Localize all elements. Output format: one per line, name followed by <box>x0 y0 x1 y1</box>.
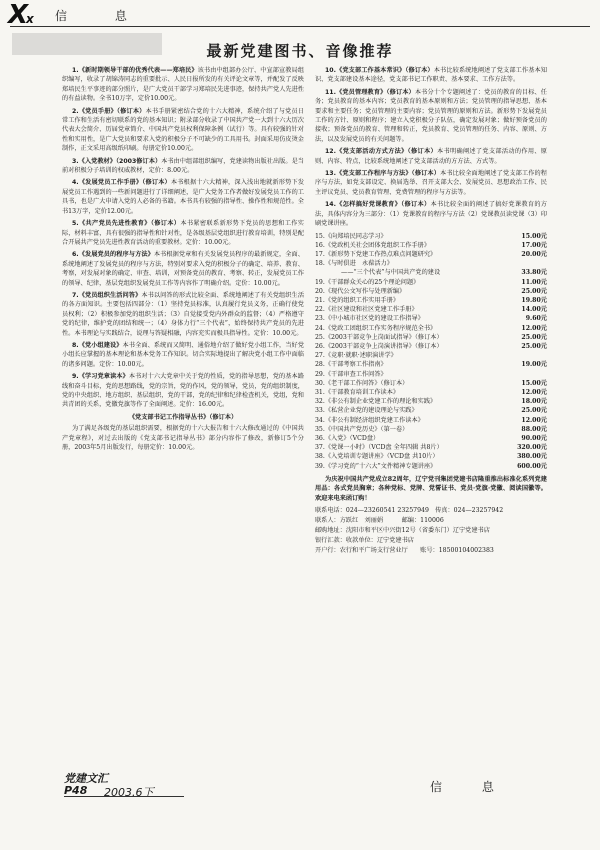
product-name: 19.《干部群众关心的25个理论问题》 <box>315 278 420 286</box>
price-list-row <box>315 268 547 277</box>
product-name: 29.《干部审查工作问答》 <box>315 370 387 378</box>
book-entry <box>62 66 304 104</box>
price-list-row <box>315 462 547 471</box>
price-list-row <box>315 324 547 333</box>
column-logo: Xx <box>8 0 32 30</box>
product-price: 15.00元 <box>521 379 547 387</box>
series-title: 《党支部书记工作指导丛书》（修订本） <box>128 413 238 421</box>
product-name: 23.《中小城市社区党的建设工作指导》 <box>315 315 424 323</box>
product-price: 88.00元 <box>521 425 547 433</box>
book-entry <box>315 147 547 166</box>
series-description: 为了满足各级党的基层组织需要，根据党的十六大报告和十六大修改通过的《中国共产党章程》，对过去出版的《党支部书记指导丛书》部分内容作了修改，新修订5个分册，2003年5月出版发行，每册定价：10.00元。 <box>62 425 304 452</box>
product-price: 90.00元 <box>521 434 547 442</box>
product-name: 32.《非公有制企业党建工作的理论和实践》 <box>315 398 437 406</box>
celebration-notice: 为庆祝中国共产党成立82周年，辽宁党刊集团党建书店隆重推出标准化系列党建用品：各式党员胸章；各种党标、党牌、党誓证书、党员·党旗·党徽、阅读国徽等。欢迎来电来函订购！ <box>315 475 547 502</box>
product-name: 16.《党政机关社会团体党组织工作手册》 <box>315 241 431 249</box>
product-price: 25.00元 <box>521 287 547 295</box>
product-name: 37.《党课一小时》（VCD盘 全年四辑 共8片） <box>315 444 443 452</box>
page-header <box>0 0 600 30</box>
product-price: 25.00元 <box>521 333 547 341</box>
product-price: 320.00元 <box>517 444 547 452</box>
book-entry-title: 10.《党支部工作基本常识》（修订本） <box>325 67 434 74</box>
product-price: 12.00元 <box>521 324 547 332</box>
product-price: 14.00元 <box>521 306 547 314</box>
book-entry <box>62 291 304 338</box>
footer-issue: 2003.6下 <box>104 786 154 799</box>
product-price: 25.00元 <box>521 407 547 415</box>
book-entry-title: 8.《党小组建设》 <box>72 341 123 349</box>
right-column <box>315 66 547 556</box>
footer-page-number: P48 <box>64 784 88 797</box>
article-headline: 最新党建图书、音像推荐 <box>206 42 394 60</box>
book-entry-title: 1.《新时期领导干部的优秀代表——郑培民》 <box>72 67 198 74</box>
footer-rule <box>64 796 184 797</box>
price-list-row <box>315 333 547 342</box>
contact-phone: 联系电话：024—23260541 23257949 传真：024—23257942 <box>315 507 504 514</box>
book-entry <box>315 88 547 144</box>
product-price: 11.00元 <box>521 278 547 286</box>
price-list-row <box>315 314 547 323</box>
book-entry-body: 本书明确阐述了党支部活动的作用、原则、内容、特点，比较系统地阐述了党支部活动的方方法、方式等。 <box>315 148 547 165</box>
price-list-row <box>315 416 547 425</box>
price-list-row <box>315 259 547 268</box>
product-name: 39.《学习党的“十六大”文件精神专题讲座》 <box>315 462 437 470</box>
left-book-list <box>62 66 304 410</box>
book-entry <box>315 66 547 85</box>
product-name: 24.《党政工团组织工作实务程序规范全书》 <box>315 324 437 332</box>
product-name: 26.《2003干部竞争上岗演讲指导》（修订本） <box>315 342 443 350</box>
contact-account: 开户行：农行和平广场支行营业厅 账号：18500104002383 <box>315 547 494 554</box>
product-price: 19.80元 <box>521 296 547 304</box>
book-entry-title: 14.《怎样搞好党课教育》（修订本） <box>325 201 431 209</box>
product-price: 380.00元 <box>517 453 547 461</box>
price-list-row <box>315 232 547 241</box>
product-name: 38.《入党培训专题讲座》（VCD盘 共10片） <box>315 453 439 461</box>
product-name: 20.《现代公文写作与处理新编》 <box>315 287 406 295</box>
price-list-row <box>315 434 547 443</box>
price-list-row <box>315 250 547 259</box>
price-list-row <box>315 388 547 397</box>
product-price: 15.00元 <box>521 232 547 240</box>
book-entry <box>62 219 304 247</box>
price-list-row <box>315 305 547 314</box>
price-list-row <box>315 241 547 250</box>
price-list-row <box>315 425 547 434</box>
book-entry-title: 12.《党支部活动方式方法》（修订本） <box>325 148 437 156</box>
book-entry <box>315 200 547 228</box>
product-name: 34.《非公有制经济组织党建工作读本》 <box>315 416 424 424</box>
book-entry-title: 13.《党支部工作程序与方法》（修订本） <box>325 170 441 178</box>
book-entry-body: 本书根据十六大精神，深入浅出地就新形势下发展党员工作遇到的一些新问题进行了详细阐述，是广大党务工作者做好发展党员工作的工具书，也是广大申请入党的人必备的书籍。本书具有较强的指导性、操作性和规范性。全书13万字，定价12.00元。 <box>62 179 305 215</box>
footer-section-title: 信 息 <box>430 780 512 794</box>
product-price: 20.00元 <box>521 250 547 258</box>
book-entry <box>62 250 304 288</box>
price-list-row <box>315 406 547 415</box>
price-list-row <box>315 287 547 296</box>
product-name: 28.《干部考察工作指南》 <box>315 361 387 369</box>
book-entry-body: 本书紧密联系新形势下党员的思想和工作实际，材料丰富，具有很强的指导性和针对性，是各级基层党组织进行教育培训，特别是配合开展共产党员先进性教育活动的重要教材。定价：10.00元。 <box>62 220 304 246</box>
product-name: ——“三个代表”与中国共产党的建设 <box>341 269 441 277</box>
contact-person: 联系人：方跃红 刘丽娟 邮编：110006 <box>315 517 444 524</box>
price-list-row <box>315 296 547 305</box>
contact-bank: 银行汇款：收款单位：辽宁党建书店 <box>315 537 414 544</box>
product-price: 19.00元 <box>521 361 547 369</box>
contact-address: 邮购地址：沈阳市和平区中兴街12号（省委东门）辽宁党建书店 <box>315 527 490 534</box>
book-entry-body: 本书以问答的形式比较全面、系统地阐述了有关党组织生活的各方面知识。主要包括四部分：（1）坚持党员标准，认真履行党员义务，正确行使党员权利；（2）积极参加党的组织生活；（3）自觉接受党内外群众的监督；（4）严格遵守党的纪律，维护党的团结和统一；（4）身体力行“三个代表”，始终保持共产党员的先进性。本书理论与实践结合，说理与答疑相融，内容充实而极具指导性。定价：10.00元。 <box>62 291 305 337</box>
book-entry <box>62 107 304 154</box>
book-entry-title: 9.《学习党章读本》 <box>72 373 129 381</box>
price-list-row <box>315 351 547 360</box>
price-list-row <box>315 443 547 452</box>
book-entry-body: 本书全面、系统而又简明、通俗地介绍了做好党小组工作，当好党小组长应掌握的基本理论和基本党务工作知识。切合实际地提出了解决党小组工作中面临的诸多问题。定价：10.00元。 <box>62 341 305 368</box>
product-name: 15.《向郑培民同志学习》 <box>315 232 387 240</box>
book-entry-body: 本书分十个专题阐述了：党员的教育的目标、任务；党员教育的基本内容；党员教育的基本原则和方法；党员管理的指导思想、基本要求和主要任务；党员管理的主要内容；党员管理的原则和方法。新形势下发展党员工作的方针、原则和程序；建立入党积极分子队伍，确定发展对象；做好预备党员的接收；预备党员的教育、管理和转正，党员教育、党员管理的任务、内容、原则、方法，以及发展党员的有关问题等。 <box>315 88 547 143</box>
book-entry-body: 本书对十六大党章中关于党的性质，党的指导思想，党的基本路线和奋斗目标，党的思想路线，党的宗旨，党的作风，党的领导，党员，党的组织制度，党的中央组织、地方组织、基层组织，党的干部，党的纪律和纪律检查机关，党组，党和共青团的关系，党徽党旗等作了全面阐述。定价：16.00元。 <box>62 373 305 409</box>
right-book-list <box>315 66 547 229</box>
price-list <box>315 232 547 471</box>
left-column <box>62 66 304 455</box>
book-entry-title: 2.《党员手册》（修订本） <box>72 107 146 115</box>
book-entry-title: 5.《共产党员先进性教育》（修订本） <box>72 220 181 228</box>
contact-block <box>315 506 547 556</box>
book-entry <box>62 372 304 410</box>
book-entry-title: 6.《发展党员的程序与方法》 <box>72 251 154 259</box>
book-entry-body: 本书由中组部组织编写，党建读物出版社出版。是当前对积极分子培训的权威教材，定价：8.00元。 <box>62 157 304 175</box>
product-price: 600.00元 <box>517 462 547 470</box>
book-entry-body: 本书比较系统地阐述了党支部工作基本知识、党支部建设基本途径，党支部书记工作职责、基本要求、工作方法等。 <box>315 67 547 84</box>
product-price: 25.00元 <box>521 342 547 350</box>
price-list-row <box>315 370 547 379</box>
footer-column-name: 党建文汇 <box>64 772 108 785</box>
product-name: 35.《中国共产党历史》（第一卷） <box>315 425 409 433</box>
book-entry-body: 本书比较全面地阐述了党支部工作的程序与方法，如党支部设定、换届选举、召开支部大会、发展党员、思想政治工作、民主评议党员、党员教育管理、党费管理的程序与方法等。 <box>315 170 547 196</box>
column-title: 信 息 <box>55 9 149 23</box>
product-name: 27.《竞职·就职·述职演讲学》 <box>315 352 397 360</box>
book-entry-title: 11.《党员管理教育》（修订本） <box>325 88 415 96</box>
product-name: 25.《2003干部竞争上岗面试指导》（修订本） <box>315 333 443 341</box>
book-entry <box>62 157 304 176</box>
product-name: 31.《干部教育培训工作读本》 <box>315 388 400 396</box>
book-entry-title: 7.《党员组织生活问答》 <box>72 291 142 299</box>
product-price: 12.00元 <box>521 388 547 396</box>
price-list-row <box>315 278 547 287</box>
product-name: 36.《入党》（VCD盘） <box>315 434 380 442</box>
book-entry <box>62 178 304 216</box>
book-entry <box>315 169 547 197</box>
product-name: 33.《私营企业党的建设理论与实践》 <box>315 407 418 415</box>
product-price <box>543 370 547 379</box>
product-price: 18.00元 <box>521 398 547 406</box>
product-price: 12.00元 <box>521 416 547 424</box>
product-name: 18.《与时俱进 永葆活力》 <box>315 260 393 268</box>
product-name: 21.《党的组织工作实用手册》 <box>315 296 400 304</box>
book-entry-body: 本书根据党章和有关发展党员程序的最新规定，全面、系统地阐述了发展党员的程序与方法，特别对要求入党的积极分子的确定、培养、教育、考察，对发展对象的确定、审查、培训，对预备党员的教育、考察、转正，发展党员工作的领导、纪律，基层党组织发展党员工作等内容作了明确介绍。定价：10.00元。 <box>62 251 304 287</box>
book-entry-body: 本书手册紧密结合党的十六大精神，系统介绍了与党员日常工作和生活有密切联系的党的基本知识；附录部分收录了中国共产党一大到十六大历次代表大会简介、历届党章简介、中国共产党员权利保障条例（试行）等。具有较强的针对性和实用性，是广大党员和要求入党的积极分子不可缺少的工具用书。封面采用仿皮烫金制作，正文采用高级纸印刷。每册定价10.00元。 <box>62 107 304 153</box>
header-rule <box>10 26 590 27</box>
price-list-row <box>315 452 547 461</box>
book-entry <box>62 341 304 369</box>
price-list-row <box>315 379 547 388</box>
product-name: 22.《社区建设和社区党建工作手册》 <box>315 306 418 314</box>
product-price: 33.80元 <box>521 269 547 277</box>
book-entry-body: 该书由中组部办公厅、中宣部宣教局组织编写，收录了胡锦涛同志的重要批示、人民日报所发的有关评论文章等，并配发了反映郑培民生平事迹的部分照片，是广大党员干部学习郑培民先进事迹，保持共产党人先进性的有益读物。全书10万字，定价10.00元。 <box>62 67 305 103</box>
book-entry-body: 本书比较全面的阐述了搞好党课教育的方法，具体内容分为三部分：（1）党课教育的程序与方法（2）党课教员读党课（3）印刷党课讲座。 <box>315 201 547 228</box>
price-list-row <box>315 397 547 406</box>
page-footer <box>10 770 590 800</box>
product-price: 17.00元 <box>521 241 547 249</box>
book-entry-title: 3.《入党教材》（2003修订本） <box>72 157 162 165</box>
product-price: 9.60元 <box>525 315 547 323</box>
price-list-row <box>315 342 547 351</box>
product-name: 17.《新形势下党建工作热点难点问题研究》 <box>315 250 437 258</box>
product-price <box>543 259 547 268</box>
price-list-row <box>315 360 547 369</box>
product-price <box>543 351 547 360</box>
book-entry-title: 4.《发展党员工作手册》（修订本） <box>72 179 171 187</box>
product-name: 30.《老干部工作问答》（修订本） <box>315 379 409 387</box>
